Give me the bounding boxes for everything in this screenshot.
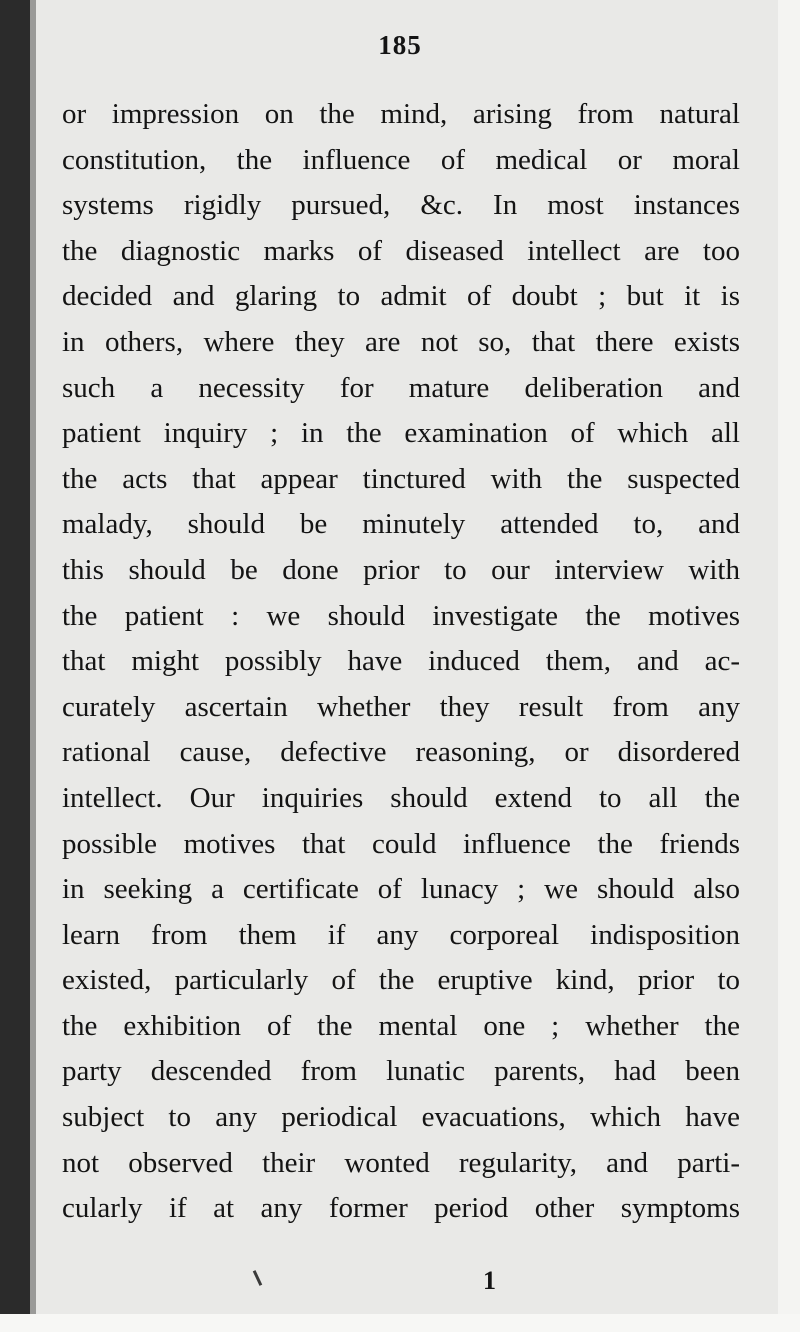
text-line: such a necessity for mature deliberation and xyxy=(62,371,740,404)
text-line: the diagnostic marks of diseased intellect are too xyxy=(62,234,740,267)
text-line: in seeking a certificate of lunacy ; we should also xyxy=(62,873,740,906)
text-line: the exhibition of the mental one ; whether the xyxy=(62,1009,740,1042)
text-line: curately ascertain whether they result from any xyxy=(62,690,740,723)
text-line: this should be done prior to our interview with xyxy=(62,553,740,586)
text-line: learn from them if any corporeal indisposition xyxy=(62,918,740,951)
page-binding-shadow xyxy=(0,0,30,1332)
text-line: in others, where they are not so, that there exists xyxy=(62,325,740,358)
text-line: the patient : we should investigate the motives xyxy=(62,599,740,632)
body-text xyxy=(62,92,740,1232)
page-gutter xyxy=(30,0,36,1332)
page-right-margin xyxy=(778,0,800,1332)
ink-mark xyxy=(253,1270,262,1286)
text-line: not observed their wonted regularity, and parti- xyxy=(62,1146,740,1179)
text-line: rational cause, defective reasoning, or disordered xyxy=(62,736,740,769)
page-number: 185 xyxy=(378,30,422,60)
text-line: or impression on the mind, arising from natural xyxy=(62,98,740,130)
text-line: cularly if at any former period other symptoms xyxy=(62,1192,740,1225)
text-line: decided and glaring to admit of doubt ; but it is xyxy=(62,280,740,313)
text-line: possible motives that could influence the friends xyxy=(62,827,740,860)
signature-mark: 1 xyxy=(483,1266,496,1295)
text-line: existed, particularly of the eruptive kind, prior to xyxy=(62,964,740,997)
text-line: the acts that appear tinctured with the suspected xyxy=(62,462,740,495)
text-line: subject to any periodical evacuations, which have xyxy=(62,1101,740,1134)
text-line: constitution, the influence of medical or moral xyxy=(62,143,740,176)
page-bottom-margin xyxy=(0,1314,800,1332)
text-line: party descended from lunatic parents, had been xyxy=(62,1055,740,1088)
text-line: intellect. Our inquiries should extend to all the xyxy=(62,781,740,814)
text-line: malady, should be minutely attended to, and xyxy=(62,508,740,541)
text-line: that might possibly have induced them, and ac- xyxy=(62,645,740,678)
text-line: patient inquiry ; in the examination of which all xyxy=(62,417,740,450)
text-line: systems rigidly pursued, &c. In most instances xyxy=(62,189,740,222)
